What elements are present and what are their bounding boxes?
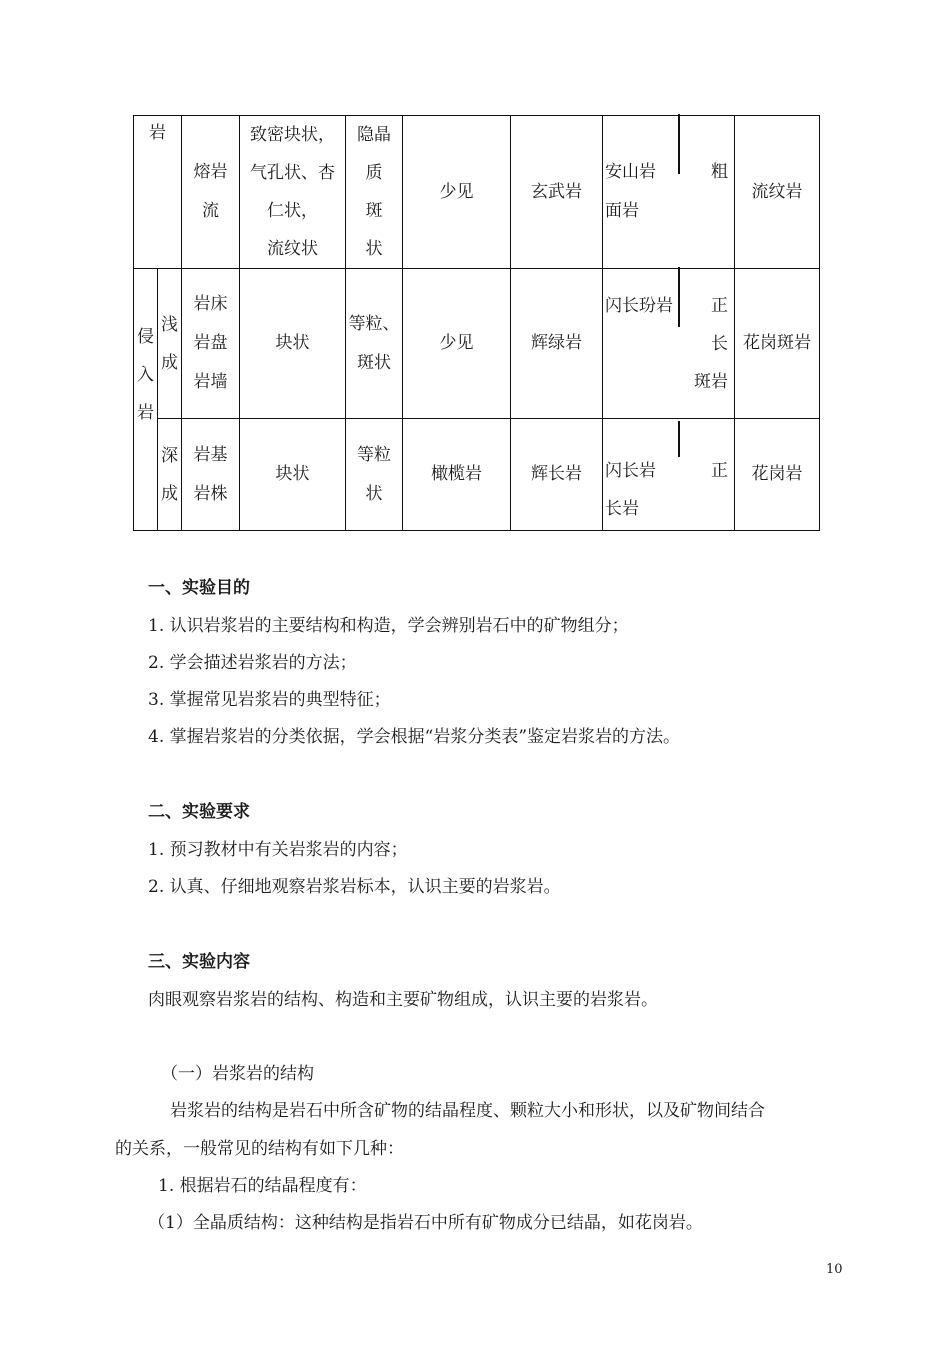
cell-structure: 块状 — [240, 419, 346, 531]
cell-category: 岩 — [134, 116, 182, 269]
page-number: 10 — [826, 1262, 843, 1277]
cell-structure: 致密块状， 气孔状、杏 仁状， 流纹状 — [240, 116, 346, 269]
cell-intermediate: 闪长玢岩 正 长 斑岩 — [603, 269, 735, 419]
table-row — [134, 269, 820, 419]
table-row — [134, 116, 820, 269]
list-item: 2. 认真、仔细地观察岩浆岩标本，认识主要的岩浆岩。 — [148, 877, 561, 897]
cell-basic: 玄武岩 — [511, 116, 603, 269]
list-item: 1. 预习教材中有关岩浆岩的内容； — [148, 840, 408, 860]
cell-ultrabasic: 橄榄岩 — [403, 419, 511, 531]
cell-acidic: 流纹岩 — [735, 116, 820, 269]
paragraph: 肉眼观察岩浆岩的结构、构造和主要矿物组成，认识主要的岩浆岩。 — [148, 990, 658, 1010]
divider-line — [678, 421, 680, 457]
cell-basic: 辉绿岩 — [511, 269, 603, 419]
cell-occurrence: 熔岩 流 — [182, 116, 240, 269]
cell-plutonic: 深 成 — [158, 419, 182, 531]
cell-acidic: 花岗斑岩 — [735, 269, 820, 419]
list-item: 3. 掌握常见岩浆岩的典型特征； — [148, 690, 391, 710]
list-item: 4. 掌握岩浆岩的分类依据，学会根据“岩浆分类表”鉴定岩浆岩的方法。 — [148, 727, 681, 747]
paragraph: 的关系，一般常见的结构有如下几种： — [115, 1139, 404, 1159]
list-item: 1. 认识岩浆岩的主要结构和构造，学会辨别岩石中的矿物组分； — [148, 616, 629, 636]
cell-ultrabasic: 少见 — [403, 116, 511, 269]
cell-hypabyssal: 浅 成 — [158, 269, 182, 419]
cell-intermediate: 安山岩 粗 面岩 — [603, 116, 735, 269]
list-item: （1）全晶质结构：这种结构是指岩石中所有矿物成分已结晶，如花岗岩。 — [148, 1213, 703, 1233]
cell-occurrence: 岩基 岩株 — [182, 419, 240, 531]
subsection-heading: （一）岩浆岩的结构 — [161, 1064, 314, 1084]
table-row — [134, 419, 820, 531]
section-heading: 二、实验要求 — [148, 802, 250, 822]
section-heading: 一、实验目的 — [148, 578, 250, 598]
cell-ultrabasic: 少见 — [403, 269, 511, 419]
cell-texture: 隐晶 质 斑 状 — [346, 116, 403, 269]
section-heading: 三、实验内容 — [148, 952, 250, 972]
cell-texture: 等粒、 斑状 — [346, 269, 403, 419]
cell-intermediate: 闪长岩 正 长岩 — [603, 419, 735, 531]
cell-intrusive-group: 侵 入 岩 — [134, 269, 158, 531]
paragraph: 岩浆岩的结构是岩石中所含矿物的结晶程度、颗粒大小和形状，以及矿物间结合 — [170, 1101, 765, 1121]
list-item: 1. 根据岩石的结晶程度有： — [158, 1176, 367, 1196]
cell-texture: 等粒 状 — [346, 419, 403, 531]
cell-acidic: 花岗岩 — [735, 419, 820, 531]
divider-line — [678, 267, 680, 327]
cell-occurrence: 岩床 岩盘 岩墙 — [182, 269, 240, 419]
igneous-rock-table — [133, 115, 820, 531]
divider-line — [678, 114, 680, 174]
cell-basic: 辉长岩 — [511, 419, 603, 531]
list-item: 2. 学会描述岩浆岩的方法； — [148, 653, 357, 673]
cell-structure: 块状 — [240, 269, 346, 419]
